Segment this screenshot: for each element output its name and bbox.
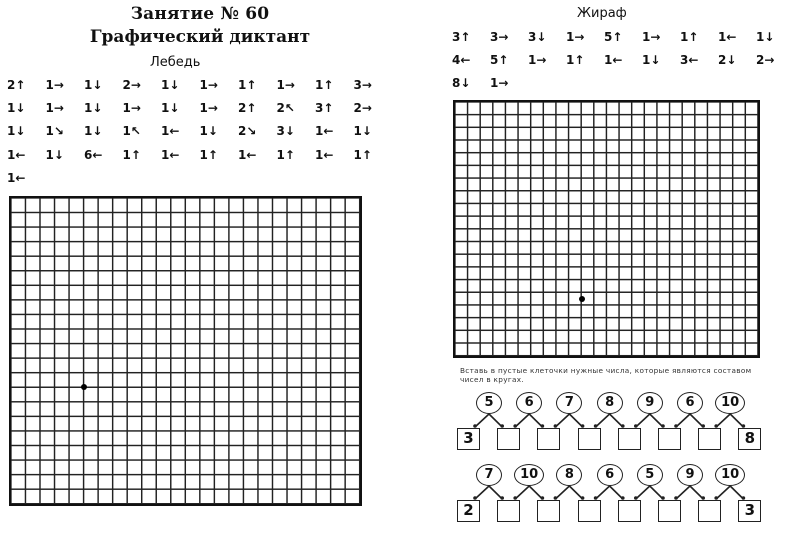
giraffe-command: 1→ [566,30,585,44]
swan-command: 3↑ [315,101,334,116]
number-circle: 7 [556,392,582,414]
swan-command: 1↑ [238,78,257,92]
number-circle: 10 [715,392,745,414]
swan-command: 2→ [353,101,372,116]
swan-command: 1↑ [353,147,372,162]
giraffe-command: 3← [680,53,699,68]
giraffe-command: 1↑ [680,30,699,44]
swan-command: 1↓ [84,124,103,139]
given-number-box: 3 [738,500,761,522]
swan-command: 1↓ [84,78,103,92]
swan-command: 1→ [45,101,64,116]
swan-command: 2↑ [7,78,26,92]
number-circle: 6 [516,392,542,414]
lesson-title: Занятие № 60 [130,4,270,24]
swan-command: 1← [315,147,334,162]
swan-command: 1↓ [199,124,218,139]
swan-command: 2↑ [238,101,257,116]
giraffe-command: 1↓ [756,30,775,44]
swan-command: 1← [315,124,334,139]
number-circle: 9 [677,464,703,486]
answer-box[interactable] [618,500,641,522]
swan-command: 1↖ [122,124,141,139]
swan-command: 1↑ [199,147,218,162]
answer-box[interactable] [497,500,520,522]
swan-command: 1↓ [84,101,103,116]
given-number-box: 2 [457,500,480,522]
swan-command: 2↘ [238,124,257,139]
swan-command: 2↖ [276,101,295,116]
swan-command: 1↓ [161,78,180,92]
exercise-instruction: Вставь в пустые клеточки нужные числа, которые являются составом чисел в кругах. [460,366,752,384]
swan-command: 1→ [45,78,64,92]
swan-command: 1↓ [7,124,26,139]
swan-command: 6← [84,147,103,162]
swan-command: 1→ [122,101,141,116]
swan-command: 1→ [276,78,295,92]
answer-box[interactable] [537,428,560,450]
answer-box[interactable] [578,428,601,450]
swan-title: Лебедь [150,55,201,70]
swan-command: 1↑ [315,78,334,92]
answer-box[interactable] [698,500,721,522]
number-circle: 8 [597,392,623,414]
swan-command: 1↓ [353,124,372,139]
giraffe-command: 4← [452,53,471,68]
answer-box[interactable] [698,428,721,450]
giraffe-command: 5↑ [604,30,623,44]
number-circle: 7 [476,464,502,486]
giraffe-command: 1↑ [566,53,585,68]
giraffe-command: 1← [718,30,737,44]
swan-command: 1↑ [276,147,295,162]
swan-command: 1← [7,170,26,185]
swan-command: 2→ [122,78,141,92]
swan-command: 1↑ [122,147,141,162]
swan-command: 1→ [199,101,218,116]
answer-box[interactable] [658,428,681,450]
answer-box[interactable] [497,428,520,450]
subject-title: Графический диктант [89,27,311,47]
giraffe-command: 1↓ [642,53,661,68]
giraffe-command: 2→ [756,53,775,68]
swan-command: 1← [161,147,180,162]
giraffe-command: 2↓ [718,53,737,68]
swan-command: 1↓ [7,101,26,116]
swan-command: 3↓ [276,124,295,139]
number-circle: 5 [476,392,502,414]
number-circle: 6 [597,464,623,486]
giraffe-command: 1← [604,53,623,68]
swan-command: 1← [238,147,257,162]
number-circle: 10 [715,464,745,486]
number-circle: 6 [677,392,703,414]
swan-command: 1← [161,124,180,139]
number-circle: 10 [514,464,544,486]
swan-command: 1↓ [161,101,180,116]
swan-command: 3→ [353,78,372,92]
giraffe-command: 3→ [490,30,509,44]
answer-box[interactable] [618,428,641,450]
number-circle: 9 [637,392,663,414]
swan-command: 1→ [199,78,218,92]
swan-command: 1↘ [45,124,64,139]
swan-command: 1← [7,147,26,162]
number-circle: 8 [556,464,582,486]
answer-box[interactable] [578,500,601,522]
number-circle: 5 [637,464,663,486]
given-number-box: 8 [738,428,761,450]
giraffe-command: 5↑ [490,53,509,68]
giraffe-title: Жираф [577,6,627,21]
answer-box[interactable] [658,500,681,522]
given-number-box: 3 [457,428,480,450]
giraffe-command: 8↓ [452,76,471,91]
giraffe-command: 3↓ [528,30,547,44]
swan-command: 1↓ [45,147,64,162]
giraffe-command: 3↑ [452,30,471,44]
answer-box[interactable] [537,500,560,522]
giraffe-command: 1→ [642,30,661,44]
giraffe-command: 1→ [490,76,509,91]
giraffe-command: 1→ [528,53,547,68]
